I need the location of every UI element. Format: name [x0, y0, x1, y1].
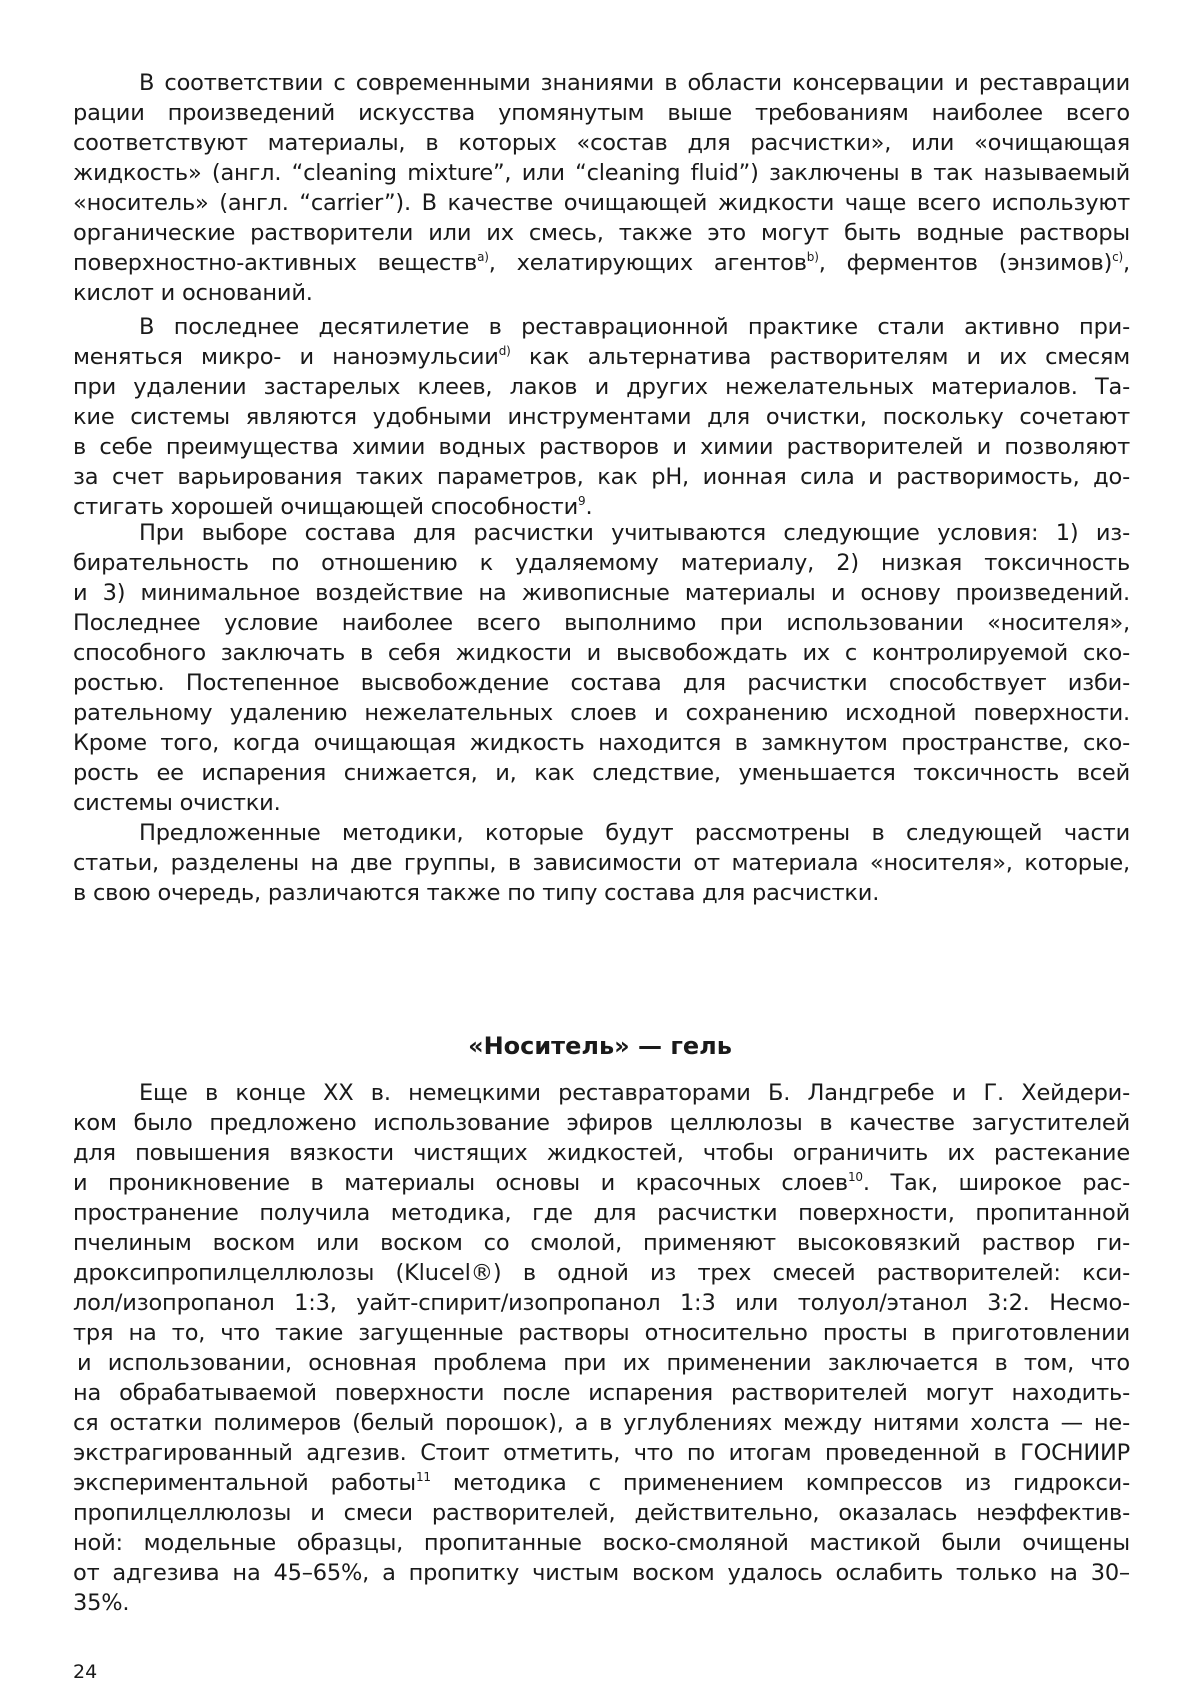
footnote-marker: c) — [1112, 250, 1124, 264]
text-line — [73, 248, 1130, 278]
text-segment: пространение получила методика, где для расчистки поверхности, пропитанной — [73, 1200, 1130, 1226]
text-line — [73, 372, 1130, 402]
text-segment: при удалении застарелых клеев, лаков и других нежелательных материалов. Та- — [73, 374, 1130, 400]
text-line — [73, 818, 1130, 848]
text-line — [73, 342, 1130, 372]
text-segment: меняться микро- и наноэмульсии — [73, 344, 499, 370]
text-segment: и использовании, основная проблема при их применении заключается в том, что — [77, 1350, 1130, 1376]
text-line — [73, 728, 1130, 758]
text-line — [73, 698, 1130, 728]
text-line — [73, 312, 1130, 342]
text-segment: в себе преимущества химии водных растворов и химии растворителей и позволяют — [73, 434, 1130, 460]
text-segment: . — [585, 494, 593, 520]
text-line — [73, 1138, 1130, 1168]
text-line — [73, 1168, 1130, 1198]
text-segment: кие системы являются удобными инструментами для очистки, поскольку сочетают — [73, 404, 1130, 430]
text-segment: лол/изопропанол 1:3, уайт-спирит/изопропанол 1:3 или толуол/этанол 3:2. Несмо- — [73, 1290, 1130, 1316]
text-segment: кислот и оснований. — [73, 280, 313, 306]
text-segment: Предложенные методики, которые будут рассмотрены в следующей части — [139, 820, 1130, 846]
paragraph-microemulsions — [73, 312, 1130, 522]
text-segment: В последнее десятилетие в реставрационной практике стали активно при- — [139, 314, 1130, 340]
footnote-marker: 10 — [848, 1170, 863, 1184]
text-line — [73, 188, 1130, 218]
text-line — [73, 1348, 1130, 1378]
text-segment: рации произведений искусства упомянутым выше требованиям наиболее всего — [73, 100, 1130, 126]
text-segment: 35%. — [73, 1590, 130, 1616]
text-line — [73, 128, 1130, 158]
text-segment: Кроме того, когда очищающая жидкость находится в замкнутом пространстве, ско- — [73, 730, 1130, 756]
text-line — [73, 1408, 1130, 1438]
text-segment: ком было предложено использование эфиров целлюлозы в качестве загустителей — [73, 1110, 1130, 1136]
text-line — [73, 668, 1130, 698]
text-line — [73, 1558, 1130, 1588]
text-segment: как альтернатива растворителям и их смесям — [510, 344, 1130, 370]
paragraph-cleaning-materials — [73, 68, 1130, 308]
text-line — [73, 638, 1130, 668]
text-line — [73, 1438, 1130, 1468]
text-segment: статьи, разделены на две группы, в зависимости от материала «носителя», которые, — [73, 850, 1130, 876]
paragraph-proposed-methods — [73, 818, 1130, 908]
text-line — [73, 218, 1130, 248]
text-line — [73, 1228, 1130, 1258]
text-segment: пчелиным воском или воском со смолой, применяют высоковязкий раствор ги- — [73, 1230, 1130, 1256]
text-segment: для повышения вязкости чистящих жидкостей, чтобы ограничить их растекание — [73, 1140, 1130, 1166]
text-segment: Последнее условие наиболее всего выполнимо при использовании «носителя», — [73, 610, 1130, 636]
text-segment: При выборе состава для расчистки учитываются следующие условия: 1) из- — [139, 520, 1130, 546]
footnote-marker: 11 — [415, 1470, 431, 1484]
text-line — [73, 1198, 1130, 1228]
text-segment: методика с применением компрессов из гидрокси- — [430, 1470, 1130, 1496]
text-segment: поверхностно-активных веществ — [73, 250, 478, 276]
text-segment: органические растворители или их смесь, также это могут быть водные растворы — [73, 220, 1130, 246]
text-segment: от адгезива на 45–65%, а пропитку чистым воском удалось ослабить только на 30– — [73, 1560, 1130, 1586]
text-line — [73, 1078, 1130, 1108]
text-line — [73, 1108, 1130, 1138]
footnote-marker: d) — [498, 344, 511, 358]
text-line — [73, 98, 1130, 128]
text-segment: соответствуют материалы, в которых «состав для расчистки», или «очищающая — [73, 130, 1130, 156]
text-line — [73, 462, 1130, 492]
text-segment: экстрагированный адгезив. Стоит отметить, что по итогам проведенной в ГОСНИИР — [73, 1440, 1130, 1466]
text-line — [73, 518, 1130, 548]
text-segment: ной: модельные образцы, пропитанные воско-смоляной мастикой были очищены — [73, 1530, 1130, 1556]
section-heading: «Носитель» — гель — [468, 1032, 732, 1060]
text-segment: за счет варьирования таких параметров, как pH, ионная сила и растворимость, до- — [73, 464, 1130, 490]
text-segment: стигать хорошей очищающей способности — [73, 494, 579, 520]
text-line — [73, 548, 1130, 578]
text-segment: способного заключать в себя жидкости и высвобождать их с контролируемой ско- — [73, 640, 1130, 666]
text-line — [73, 1258, 1130, 1288]
text-segment: , — [1123, 250, 1130, 276]
text-line — [73, 1468, 1130, 1498]
text-segment: системы очистки. — [73, 790, 281, 816]
text-segment: ростью. Постепенное высвобождение состава для расчистки способствует изби- — [73, 670, 1130, 696]
text-line — [73, 788, 1130, 818]
text-line — [73, 1288, 1130, 1318]
text-line — [73, 1318, 1130, 1348]
text-segment: рость ее испарения снижается, и, как следствие, уменьшается токсичность всей — [73, 760, 1130, 786]
page-number: 24 — [73, 1661, 98, 1683]
text-line — [73, 758, 1130, 788]
text-line — [73, 278, 1130, 308]
text-segment: , ферментов (энзимов) — [818, 250, 1113, 276]
text-segment: В соответствии с современными знаниями в области консервации и реставрации — [139, 70, 1130, 96]
text-line — [73, 608, 1130, 638]
text-segment: в свою очередь, различаются также по типу состава для расчистки. — [73, 880, 880, 906]
footnote-marker: 9 — [578, 494, 586, 508]
text-segment: и проникновение в материалы основы и красочных слоев — [73, 1170, 848, 1196]
footnote-marker: b) — [806, 250, 819, 264]
text-line — [73, 1498, 1130, 1528]
text-segment: жидкость» (англ. “cleaning mixture”, или “cleaning fluid”) заключены в так называемый — [73, 160, 1130, 186]
footnote-marker: a) — [477, 250, 489, 264]
text-line — [73, 878, 1130, 908]
text-segment: Еще в конце XX в. немецкими реставраторами Б. Ландгребе и Г. Хейдери- — [139, 1080, 1130, 1106]
text-line — [73, 1528, 1130, 1558]
text-line — [73, 848, 1130, 878]
text-segment: на обрабатываемой поверхности после испарения растворителей могут находить- — [73, 1380, 1130, 1406]
text-line — [73, 1588, 1130, 1618]
text-segment: экспериментальной работы — [73, 1470, 416, 1496]
text-segment: пропилцеллюлозы и смеси растворителей, действительно, оказалась неэффектив- — [73, 1500, 1130, 1526]
text-line — [73, 158, 1130, 188]
text-line — [73, 578, 1130, 608]
paragraph-selection-conditions — [73, 518, 1130, 818]
text-segment: дроксипропилцеллюлозы (Klucel®) в одной из трех смесей растворителей: кси- — [73, 1260, 1130, 1286]
text-line — [73, 68, 1130, 98]
text-segment: . Так, широкое рас- — [862, 1170, 1130, 1196]
text-segment: бирательность по отношению к удаляемому материалу, 2) низкая токсичность — [73, 550, 1130, 576]
paragraph-gel-carrier — [73, 1078, 1130, 1618]
text-segment: и 3) минимальное воздействие на живописные материалы и основу произведений. — [73, 580, 1130, 606]
text-line — [73, 1378, 1130, 1408]
text-segment: рательному удалению нежелательных слоев и сохранению исходной поверхности. — [73, 700, 1130, 726]
text-segment: , хелатирующих агентов — [488, 250, 807, 276]
text-segment: ся остатки полимеров (белый порошок), а в углублениях между нитями холста — не- — [73, 1410, 1130, 1436]
text-segment: тря на то, что такие загущенные растворы относительно просты в приготовлении — [73, 1320, 1130, 1346]
text-segment: «носитель» (англ. “carrier”). В качестве очищающей жидкости чаще всего используют — [73, 190, 1130, 216]
text-line — [73, 432, 1130, 462]
text-line — [73, 402, 1130, 432]
